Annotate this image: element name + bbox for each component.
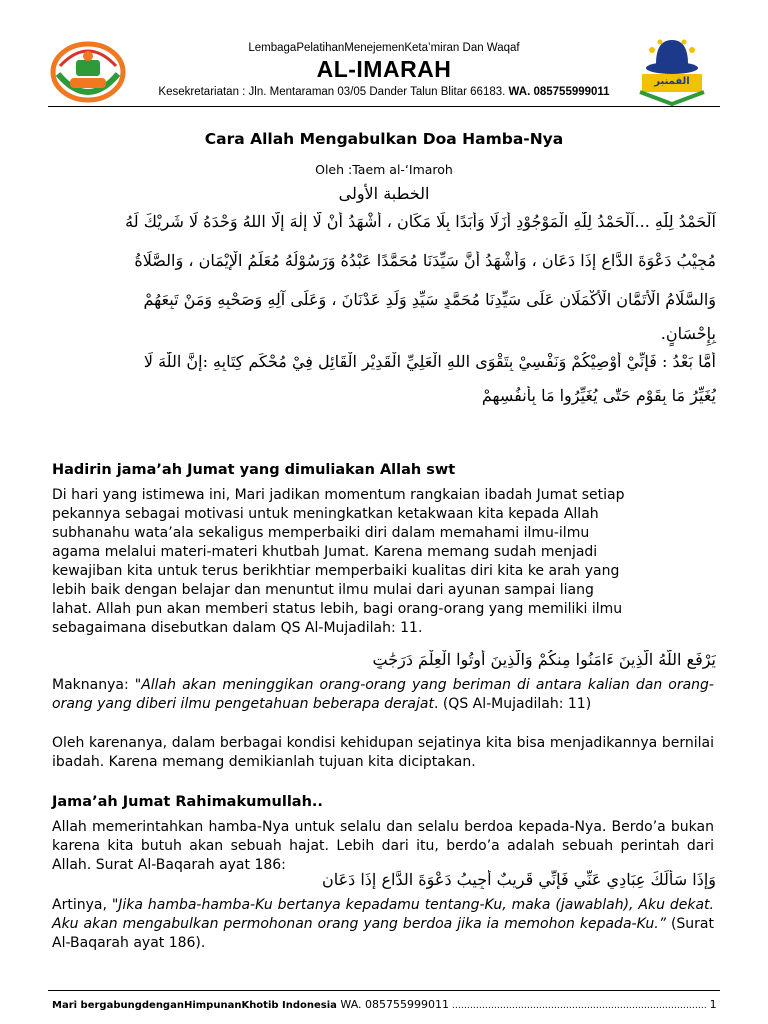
khutbah-heading: الخطبة الأولى bbox=[338, 184, 430, 203]
arabic-opening-line: بِإِحْسَانٍ. bbox=[660, 324, 716, 343]
whatsapp-number: WA. 085755999011 bbox=[508, 86, 610, 98]
arabic-opening-line: اَلْحَمْدُ لِلّٰهِ ...اَلْحَمْدُ لِلّٰهِ الْمَوْجُوْدِ أَزَلًا وَأَبَدًا بِلَا مَكَانٍ ، أَشْهَدُ أَنْ لَّا إِلٰهَ إِلَّا اللهُ وَحْدَهُ لَا شَرِيْكَ لَهُ bbox=[125, 212, 716, 231]
arabic-amma-line: يُغَيِّرُ مَا بِقَوْمٍ حَتّٰى يُغَيِّرُوا مَا بِأَنفُسِهِمْ bbox=[481, 386, 716, 405]
secretariat-address bbox=[130, 86, 638, 98]
organization-name: LembagaPelatihanMenejemenKeta’miran Dan Waqaf bbox=[248, 42, 520, 54]
footer-divider bbox=[48, 990, 720, 991]
paragraph-line: pekannya sebagai motivasi untuk meningkatkan ketakwaan kita kepada Allah bbox=[52, 506, 599, 522]
paragraph bbox=[52, 486, 714, 638]
header-divider bbox=[48, 106, 720, 107]
section-heading: Jama’ah Jumat Rahimakumullah.. bbox=[52, 794, 323, 810]
meaning-reference: (Surat Al-Baqarah ayat 186). bbox=[52, 916, 715, 951]
quran-verse-baqarah: وَإِذَا سَأَلَكَ عِبَادِي عَنِّي فَإِنِّي قَرِيبٌ أُجِيبُ دَعْوَةَ الدَّاعِ إِذَا دَعَانِ bbox=[321, 870, 716, 889]
arabic-opening-line: وَالسَّلَامُ الْأَتَمَّانِ الْأَكْمَلَانِ عَلَى سَيِّدِنَا مُحَمَّدٍ سَيِّدِ وَلَدِ عَدْنَانَ ، وَعَلَى آلِهِ وَصَحْبِهِ وَمَنْ تَبِعَهُمْ bbox=[143, 290, 716, 309]
page-number: 1 bbox=[709, 998, 717, 1011]
paragraph-line: lebih baik dengan belajar dan menuntut ilmu mulai dari ayunan sampai liang bbox=[52, 582, 594, 598]
brand-title: AL-IMARAH bbox=[316, 56, 452, 82]
arabic-opening-line: مُجِيْبُ دَعْوَةَ الدَّاعِ إِذَا دَعَانِ ، وَأَشْهَدُ أَنَّ سَيِّدَنَا مُحَمَّدًا عَبْدُهُ وَرَسُوْلُهُ مُعَلِّمُ الْإِيْمَانِ ، وَالصَّلَاةُ bbox=[134, 251, 716, 270]
meaning-translation: "Allah akan meninggikan orang-orang yang beriman di antara kalian dan orang-orang yang diberi ilmu pengetahuan beberapa derajat bbox=[52, 677, 714, 712]
arabic-amma-line: أَمَّا بَعْدُ : فَإِنِّيْ أُوْصِيْكُمْ وَنَفْسِيْ بِتَقْوَى اللهِ الْعَلِيِّ الْقَدِيْرِ الْقَائِلِ فِيْ مُحْكَمِ كِتَابِهِ :إِنَّ اللّٰهَ لَا bbox=[143, 352, 716, 371]
paragraph-line: agama melalui materi-materi khutbah Jumat. Karena memang sudah menjadi bbox=[52, 544, 598, 560]
meaning-paragraph bbox=[52, 896, 714, 953]
footer-whatsapp: WA. 085755999011 bbox=[336, 998, 450, 1011]
al-imarah-logo-icon bbox=[50, 40, 126, 104]
paragraph: Oleh karenanya, dalam berbagai kondisi kehidupan sejatinya kita bisa menjadikannya bernilai ibadah. Karena memang demikianlah tujuan kita diciptakan. bbox=[52, 735, 714, 770]
paragraph-line: lahat. Allah pun akan memberi status lebih, bagi orang-orang yang memiliki ilmu bbox=[52, 601, 623, 617]
paragraph-line: subhanahu wata’ala sekaligus memperbaiki diri dalam memahami ilmu-ilmu bbox=[52, 525, 590, 541]
meaning-label: Maknanya: bbox=[52, 677, 129, 693]
paragraph-line: sebagaimana disebutkan dalam QS Al-Mujadilah: 11. bbox=[52, 620, 423, 636]
paragraph: Allah memerintahkan hamba-Nya untuk selalu dan selalu berdoa kepada-Nya. Berdo’a bukan karena kita butuh akan sebuah hajat. Lebih dari itu, berdo’a adalah sebuah perintah dari Allah. Surat Al-Baqarah ayat 186: bbox=[52, 819, 714, 873]
meaning-label: Artinya, bbox=[52, 897, 107, 913]
quran-verse-mujadilah: يَرْفَعِ اللَّهُ الَّذِينَ ءَامَنُوا مِنكُمْ وَالَّذِينَ أُوتُوا الْعِلْمَ دَرَجَٰتٍ bbox=[372, 650, 716, 669]
page-footer bbox=[52, 998, 716, 1011]
mimbar-logo-label: الفمنبر bbox=[654, 76, 690, 87]
meaning-paragraph bbox=[52, 676, 714, 714]
paragraph-line: kewajiban kita untuk terus berikhtiar memperbaiki kualitas diri kita ke arah yang bbox=[52, 563, 620, 579]
section-heading: Hadirin jama’ah Jumat yang dimuliakan Allah swt bbox=[52, 462, 456, 478]
meaning-translation: "Jika hamba-hamba-Ku bertanya kepadamu tentang-Ku, maka (jawablah), Aku dekat. Aku akan mengabulkan permohonan orang yang berdoa jika ia memohon kepada-Ku.” bbox=[52, 897, 714, 932]
address-text: Kesekretariatan : Jln. Mentaraman 03/05 Dander Talun Blitar 66183. bbox=[158, 86, 506, 98]
page-title: Cara Allah Mengabulkan Doa Hamba-Nya bbox=[204, 130, 564, 148]
paragraph-line: Di hari yang istimewa ini, Mari jadikan momentum rangkaian ibadah Jumat setiap bbox=[52, 487, 625, 503]
author-line: Oleh :Taem al-‘Imaroh bbox=[315, 162, 453, 177]
footer-text: Mari bergabungdenganHimpunanKhotib Indonesia bbox=[52, 1000, 337, 1011]
footer-dots: …………………………………………………………………………. bbox=[449, 1001, 710, 1011]
mimbar-logo-icon bbox=[630, 30, 714, 114]
meaning-reference: . (QS Al-Mujadilah: 11) bbox=[433, 696, 592, 712]
